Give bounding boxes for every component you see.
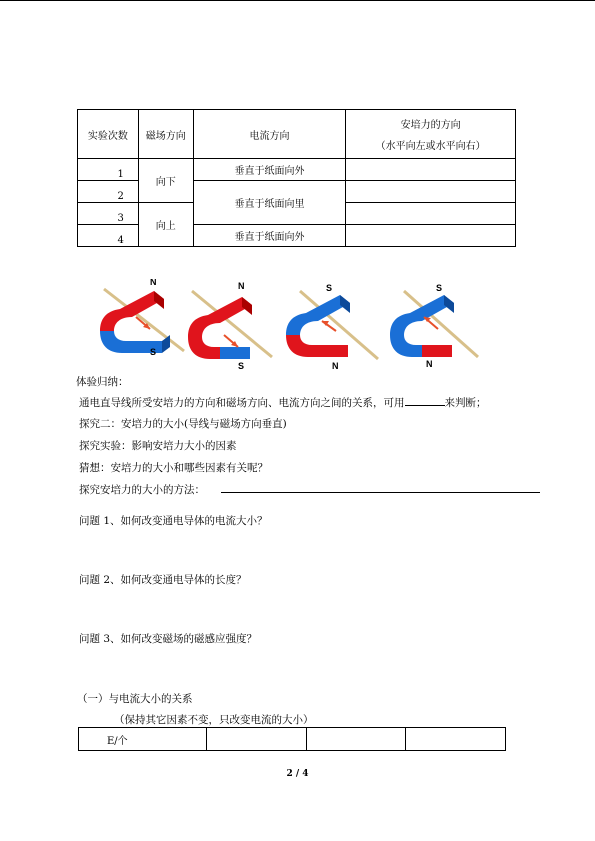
pole-label: S: [150, 347, 157, 357]
data-cell[interactable]: [406, 728, 506, 751]
magnet-4: [390, 283, 478, 369]
method-answer-line[interactable]: [221, 492, 540, 493]
blue-pole: [220, 347, 250, 359]
method-label: 探究安培力的大小的方法：: [79, 484, 205, 496]
trial-number: 2: [78, 181, 139, 203]
experiment-heading: 探究实验：影响安培力大小的因素: [79, 440, 237, 452]
trial-number: 4: [78, 225, 139, 247]
pole-label: N: [238, 281, 245, 291]
table-row: [79, 728, 506, 751]
pole-label: S: [238, 361, 245, 371]
experiment-table: [77, 109, 516, 247]
section-note: （保持其它因素不变，只改变电流的大小）: [114, 714, 314, 726]
pole-label: N: [150, 279, 157, 287]
force-answer-cell[interactable]: [346, 203, 516, 225]
data-cell[interactable]: [306, 728, 406, 751]
force-answer-cell[interactable]: [346, 181, 516, 203]
question-3: 问题 3、如何改变磁场的磁感应强度？: [79, 633, 258, 645]
red-pole: [422, 345, 452, 357]
top-rule: [0, 0, 595, 1]
current-table: [78, 727, 506, 751]
row-label: E/个: [79, 728, 207, 751]
pole-label: N: [426, 359, 433, 369]
question-2: 问题 2、如何改变通电导体的长度？: [79, 574, 247, 586]
trial-number: 3: [78, 203, 139, 225]
trial-number: 1: [78, 159, 139, 181]
header-force-title: 安培力的方向: [400, 120, 461, 131]
explore-two-heading: 探究二：安培力的大小(导线与磁场方向垂直): [79, 418, 287, 430]
current-direction-cell: 垂直于纸面向里: [193, 181, 346, 225]
header-trial-count: 实验次数: [78, 110, 139, 159]
guess-text: 猜想：安培力的大小和哪些因素有关呢？: [79, 462, 268, 474]
force-answer-cell[interactable]: [346, 225, 516, 247]
magnet-figure: [92, 279, 482, 371]
data-cell[interactable]: [207, 728, 307, 751]
pole-label: S: [436, 283, 443, 293]
magnet-2: [188, 281, 272, 371]
magnet-3: [286, 283, 378, 371]
page-number: 2 / 4: [286, 769, 309, 779]
header-current-direction: 电流方向: [193, 110, 346, 159]
pole-label: N: [332, 361, 339, 371]
summary-line: 通电直导线所受安培力的方向和磁场方向、电流方向之间的关系，可用 来判断；: [79, 397, 487, 409]
current-direction-cell: 垂直于纸面向外: [193, 225, 346, 247]
force-answer-cell[interactable]: [346, 159, 516, 181]
field-direction-cell: 向下: [138, 159, 193, 203]
field-direction-cell: 向上: [138, 203, 193, 247]
answer-blank[interactable]: [405, 395, 445, 406]
red-pole: [286, 335, 348, 357]
header-force-direction: [346, 110, 516, 159]
header-force-subtitle: （水平向左或水平向右）: [375, 141, 486, 152]
table-row: [78, 159, 516, 181]
magnet-1: [100, 279, 184, 357]
header-field-direction: 磁场方向: [138, 110, 193, 159]
summary-title: 体验归纳：: [76, 376, 129, 388]
current-direction-cell: 垂直于纸面向外: [193, 159, 346, 181]
question-1: 问题 1、如何改变通电导体的电流大小？: [79, 515, 268, 527]
pole-label: S: [326, 283, 333, 293]
table-header-row: [78, 110, 516, 159]
section-heading: （一）与电流大小的关系: [77, 693, 193, 705]
